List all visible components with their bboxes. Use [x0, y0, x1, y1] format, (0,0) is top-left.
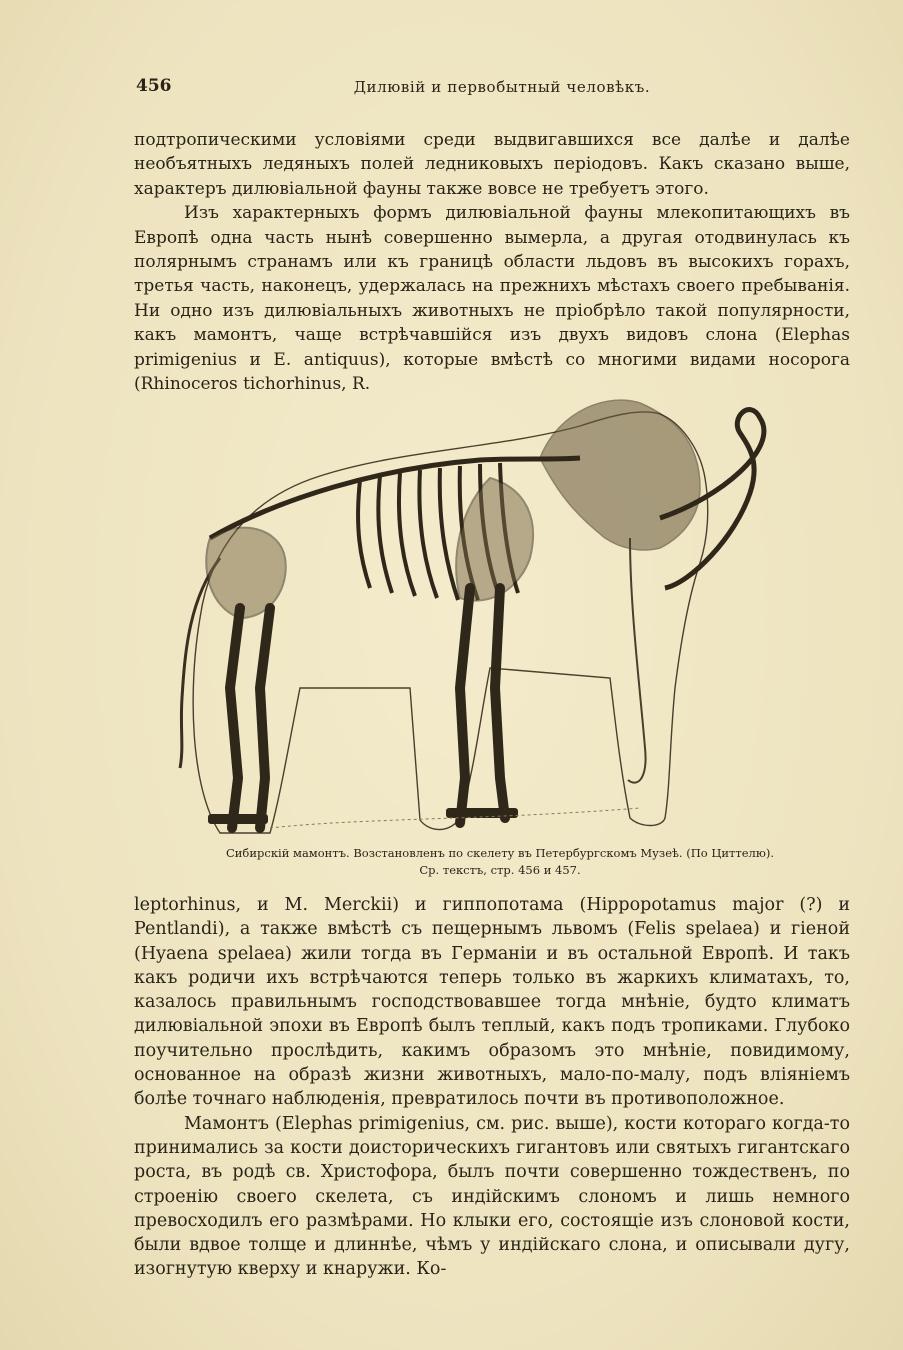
paragraph: leptorhinus, и M. Merckii) и гиппопотама (Hippopotamus major (?) и Pentlandi), а также вмѣстѣ съ пещернымъ львомъ (Felis spelaea) и гіеной (Hyaena spelaea) жили тогда въ Германіи и въ остальной Европѣ. И такъ какъ родичи ихъ встрѣчаются теперь только въ жаркихъ климатахъ, то, казалось правильнымъ господствовавшее тогда мнѣніе, будто климатъ дилювіальной эпохи въ Европѣ былъ теплый, какъ подъ тропиками. Глубоко поучительно прослѣдить, какимъ образомъ это мнѣніе, повидимому, основанное на образѣ жизни животныхъ, мало-по-малу, подъ вліяніемъ болѣе точнаго наблюденія, превратилось почти въ противоположное.	[134, 895, 850, 1110]
mammoth-skeleton-drawing	[160, 388, 860, 840]
paragraph: Изъ характерныхъ формъ дилювіальной фауны млекопитающихъ въ Европѣ одна часть нынѣ совершенно вымерла, а другая отодвинулась къ полярнымъ странамъ или къ границѣ области льдовъ въ высокихъ горахъ, третья часть, наконецъ, удержалась на прежнихъ мѣстахъ своего пребыванія. Ни одно изъ дилювіальныхъ животныхъ не пріобрѣло такой популярности, какъ мамонтъ, чаще встрѣчавшійся изъ двухъ видовъ слона (Elephas primigenius и E. antiquus), которые вмѣстѣ со многими видами носорога (Rhinoceros tichorhinus, R.	[134, 203, 850, 395]
paragraph: Мамонтъ (Elephas primigenius, см. рис. выше), кости котораго когда-то принимались за кости доисторическихъ гигантовъ или святыхъ гигантскаго роста, въ родѣ св. Христофора, былъ почти совершенно тождественъ, по строенію своего скелета, съ индійскимъ слономъ и лишь немного превосходилъ его размѣрами. Но клыки его, состоящіе изъ слоновой кости, были вдвое толще и длиннѣе, чѣмъ у индійскаго слона, и описывали дугу, изогнутую кверху и кнаружи. Ко-	[134, 1113, 850, 1280]
figure-caption-reference: Ср. текстъ, стр. 456 и 457.	[419, 863, 581, 877]
paragraph: подтропическими условіями среди выдвигавшихся все далѣе и далѣе необъятныхъ ледяныхъ полей ледниковыхъ періодовъ. Какъ сказано выше, характеръ дилювіальной фауны также вовсе не требуетъ этого.	[134, 130, 850, 199]
page-number: 456	[136, 76, 172, 96]
page-header	[136, 76, 848, 102]
figure-caption: Сибирскій мамонтъ. Возстановленъ по скелету въ Петербургскомъ Музеѣ. (По Циттелю).	[225, 846, 775, 860]
body-text-bottom	[134, 893, 850, 1282]
running-title: Дилювій и первобытный человѣкъ.	[353, 78, 651, 96]
mammoth-skeleton-illustration	[160, 388, 860, 840]
body-text-top	[134, 128, 850, 396]
